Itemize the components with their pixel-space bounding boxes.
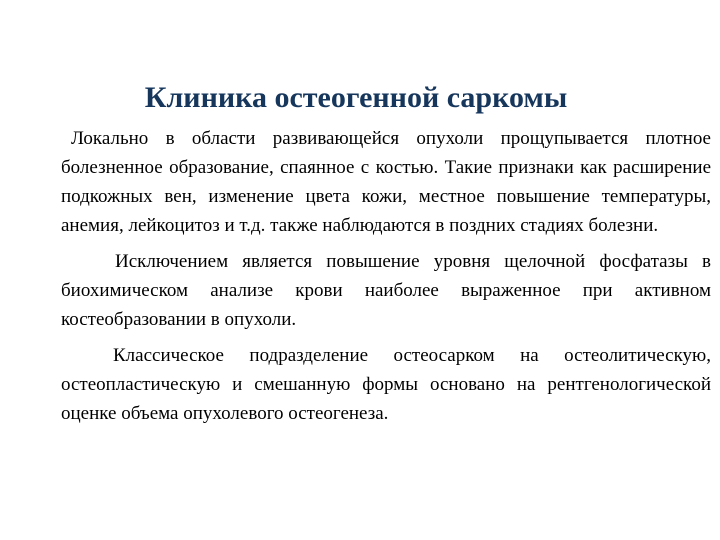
slide-title: Клиника остеогенной саркомы bbox=[144, 81, 568, 114]
slide-title-container bbox=[0, 78, 720, 118]
paragraph-alkaline-phosphatase: Исключением является повышение уровня щелочной фосфатазы в биохимическом анализе крови наиболее выраженное при активном костеобразовании в опухоли. bbox=[61, 251, 711, 330]
paragraph-classification: Классическое подразделение остеосарком на остеолитическую, остеопластическую и смешанную формы основано на рентгенологической оценке объема опухолевого остеогенеза. bbox=[61, 345, 711, 424]
slide-body bbox=[61, 124, 711, 435]
paragraph-clinical-signs: Локально в области развивающейся опухоли прощупывается плотное болезненное образование, спаянное с костью. Такие признаки как расширение подкожных вен, изменение цвета кожи, местное повышение температуры, анемия, лейкоцитоз и т.д. также наблюдаются в поздних стадиях болезни. bbox=[61, 128, 711, 236]
